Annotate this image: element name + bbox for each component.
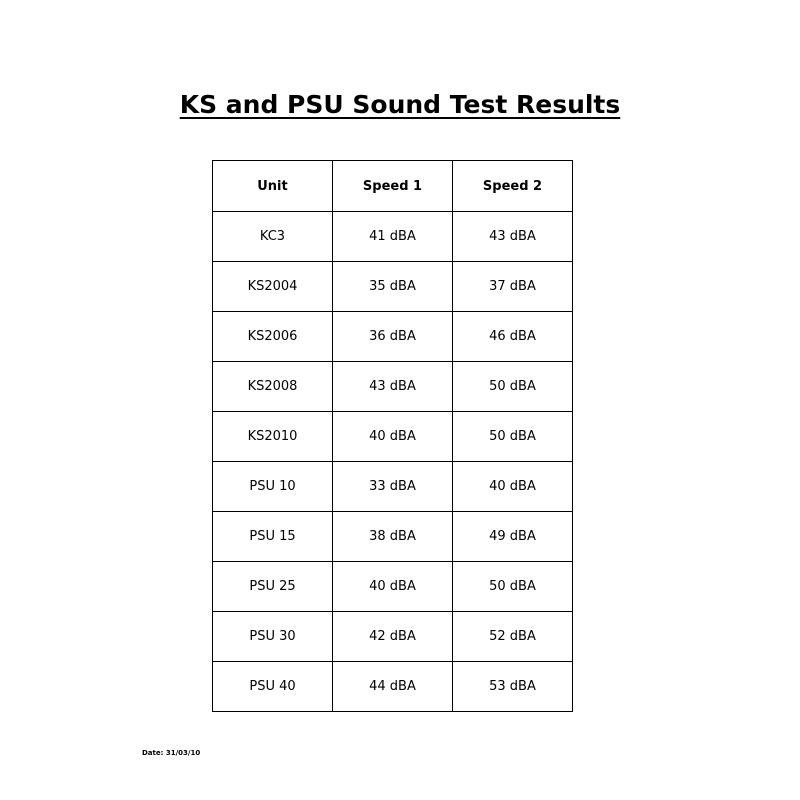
cell-speed-2: 50 dBA — [453, 362, 573, 412]
header-speed-1: Speed 1 — [333, 161, 453, 212]
cell-unit: PSU 10 — [213, 462, 333, 512]
cell-speed-2: 50 dBA — [453, 562, 573, 612]
cell-speed-1: 42 dBA — [333, 612, 453, 662]
table-row — [213, 212, 573, 262]
date-label: Date: 31/03/10 — [142, 749, 201, 757]
cell-speed-1: 43 dBA — [333, 362, 453, 412]
cell-speed-2: 49 dBA — [453, 512, 573, 562]
cell-speed-1: 40 dBA — [333, 412, 453, 462]
cell-speed-1: 44 dBA — [333, 662, 453, 712]
cell-unit: KS2004 — [213, 262, 333, 312]
cell-speed-1: 41 dBA — [333, 212, 453, 262]
cell-unit: PSU 15 — [213, 512, 333, 562]
table-row — [213, 362, 573, 412]
cell-speed-2: 43 dBA — [453, 212, 573, 262]
header-unit: Unit — [213, 161, 333, 212]
cell-speed-1: 36 dBA — [333, 312, 453, 362]
cell-unit: KC3 — [213, 212, 333, 262]
table-row — [213, 512, 573, 562]
table-row — [213, 662, 573, 712]
page-title: KS and PSU Sound Test Results — [179, 90, 621, 119]
header-speed-2: Speed 2 — [453, 161, 573, 212]
cell-speed-2: 37 dBA — [453, 262, 573, 312]
table-row — [213, 612, 573, 662]
table-header — [213, 161, 573, 212]
cell-speed-2: 40 dBA — [453, 462, 573, 512]
cell-speed-2: 52 dBA — [453, 612, 573, 662]
table-row — [213, 562, 573, 612]
cell-unit: PSU 25 — [213, 562, 333, 612]
cell-speed-1: 40 dBA — [333, 562, 453, 612]
cell-speed-1: 33 dBA — [333, 462, 453, 512]
table-row — [213, 412, 573, 462]
cell-unit: KS2006 — [213, 312, 333, 362]
table-body — [213, 212, 573, 712]
cell-speed-2: 50 dBA — [453, 412, 573, 462]
cell-unit: PSU 30 — [213, 612, 333, 662]
cell-unit: KS2008 — [213, 362, 333, 412]
cell-speed-2: 53 dBA — [453, 662, 573, 712]
table-row — [213, 312, 573, 362]
cell-speed-2: 46 dBA — [453, 312, 573, 362]
header-row — [213, 161, 573, 212]
cell-unit: KS2010 — [213, 412, 333, 462]
table-row — [213, 462, 573, 512]
table-row — [213, 262, 573, 312]
cell-speed-1: 35 dBA — [333, 262, 453, 312]
cell-speed-1: 38 dBA — [333, 512, 453, 562]
cell-unit: PSU 40 — [213, 662, 333, 712]
results-table — [212, 160, 573, 712]
